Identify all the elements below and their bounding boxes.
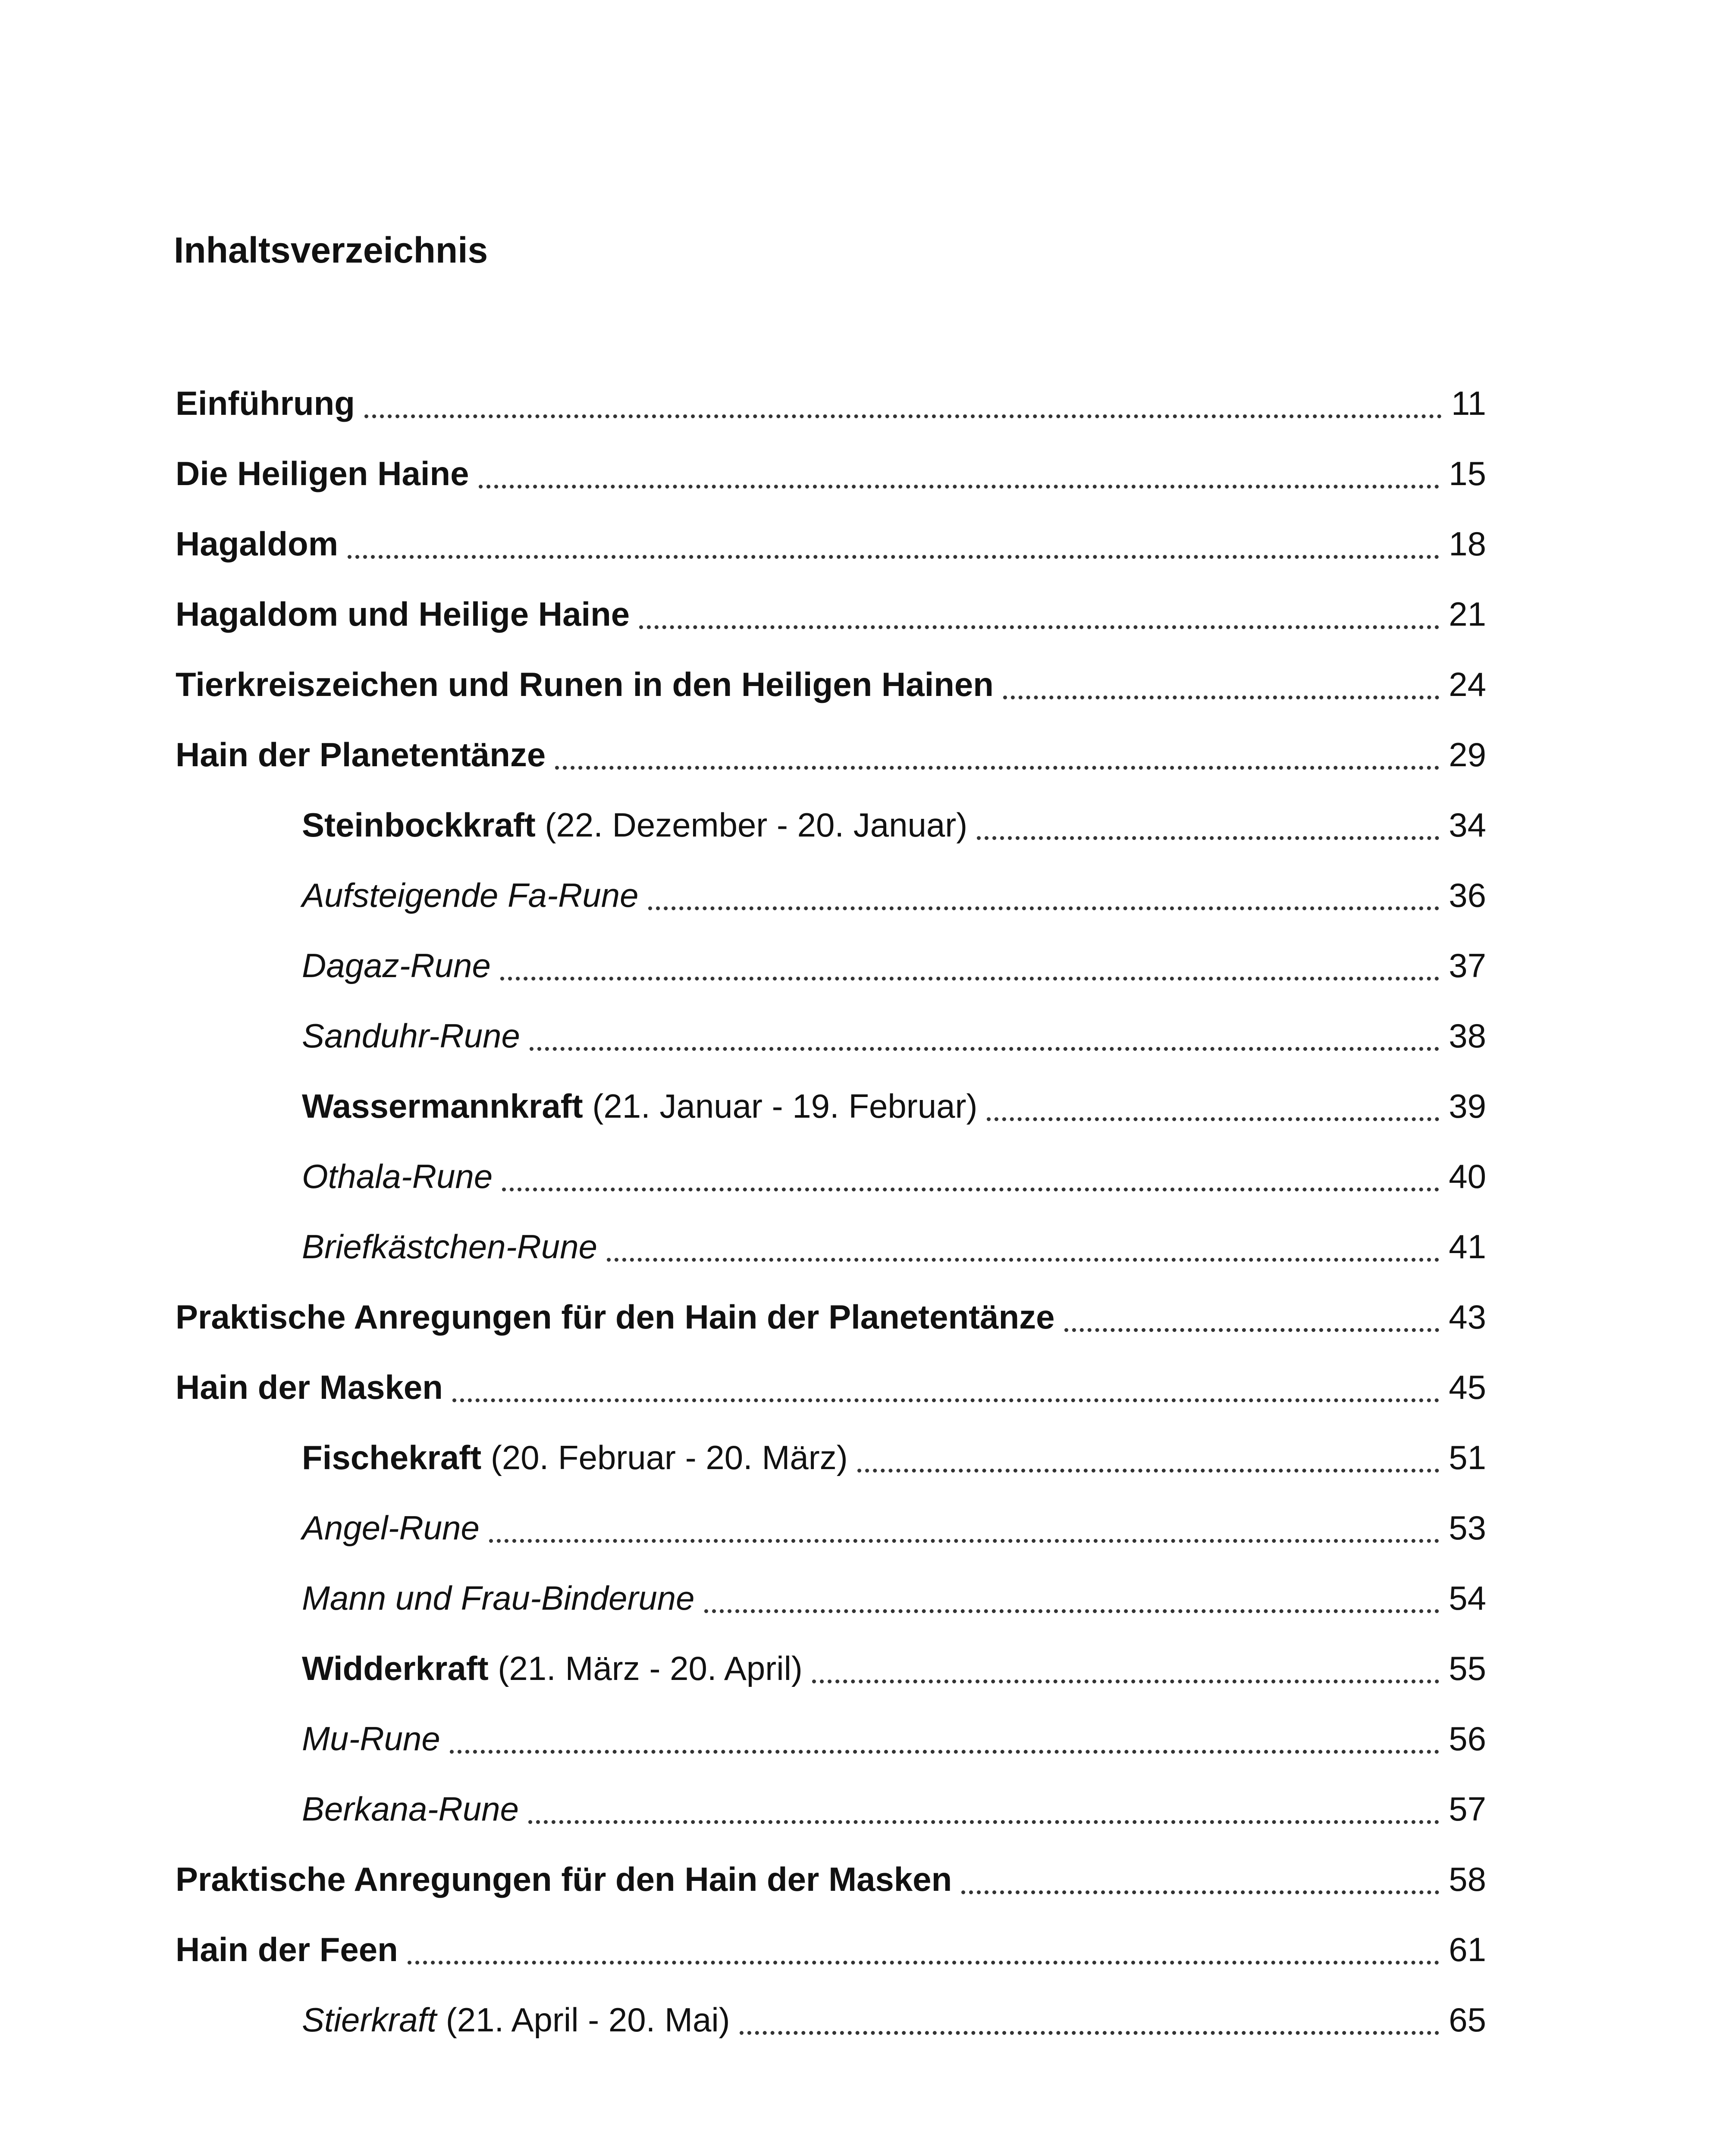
toc-page-number: 24 [1449, 665, 1486, 703]
toc-entry-title: Widderkraft (21. März - 20. April) [302, 1649, 803, 1687]
toc-subentry[interactable] [0, 1645, 1732, 1715]
toc-entry[interactable] [0, 661, 1732, 731]
toc-subentry[interactable] [0, 1996, 1732, 2066]
dot-leader [648, 906, 1440, 910]
toc-page-number: 56 [1449, 1720, 1486, 1758]
toc-page-number: 45 [1449, 1368, 1486, 1406]
dot-leader [364, 414, 1442, 418]
toc-entry-title: Othala-Rune [302, 1157, 493, 1195]
dot-leader [812, 1680, 1439, 1683]
toc-entry-title: Dagaz-Rune [302, 946, 491, 984]
toc-subentry[interactable] [0, 801, 1732, 871]
dot-leader [489, 1539, 1439, 1543]
toc-entry-title: Die Heiligen Haine [176, 454, 469, 492]
toc-entry-title: Praktische Anregungen für den Hain der Masken [176, 1860, 952, 1898]
toc-entry-title: Mann und Frau-Binderune [302, 1579, 695, 1617]
toc-subentry[interactable] [0, 942, 1732, 1012]
toc-subentry[interactable] [0, 1153, 1732, 1223]
dot-leader [987, 1117, 1439, 1121]
toc-page-number: 61 [1449, 1930, 1486, 1968]
toc-entry-date-range: (21. Januar - 19. Februar) [592, 1087, 978, 1125]
toc-page-number: 11 [1451, 384, 1486, 422]
toc-entry[interactable] [0, 731, 1732, 801]
toc-page-number: 65 [1449, 2001, 1486, 2039]
toc-entry-date-range: (21. März - 20. April) [498, 1649, 803, 1687]
dot-leader [450, 1750, 1439, 1754]
toc-page-number: 36 [1449, 876, 1486, 914]
toc-page-number: 43 [1449, 1298, 1486, 1336]
toc-list [0, 379, 1732, 2066]
dot-leader [977, 836, 1439, 840]
toc-entry-title: Wassermannkraft (21. Januar - 19. Februar) [302, 1087, 978, 1125]
dot-leader [500, 977, 1439, 981]
toc-entry-title: Briefkästchen-Rune [302, 1228, 598, 1266]
toc-entry-date-range: (20. Februar - 20. März) [490, 1438, 848, 1476]
toc-entry-title: Hain der Planetentänze [176, 736, 546, 774]
toc-entry[interactable] [0, 379, 1732, 450]
dot-leader [704, 1609, 1440, 1613]
toc-page-number: 18 [1449, 525, 1486, 563]
dot-leader [857, 1469, 1439, 1473]
toc-page-number: 57 [1449, 1790, 1486, 1828]
toc-entry[interactable] [0, 590, 1732, 661]
toc-page-number: 21 [1449, 595, 1486, 633]
toc-subentry[interactable] [0, 1715, 1732, 1785]
toc-entry-title: Berkana-Rune [302, 1790, 519, 1828]
dot-leader [1064, 1328, 1440, 1332]
dot-leader [961, 1890, 1439, 1894]
dot-leader [502, 1188, 1439, 1191]
dot-leader [479, 485, 1440, 489]
toc-entry-title: Hagaldom und Heilige Haine [176, 595, 630, 633]
dot-leader [452, 1398, 1439, 1402]
toc-subentry[interactable] [0, 1012, 1732, 1082]
toc-page-number: 34 [1449, 806, 1486, 844]
toc-entry-title: Aufsteigende Fa-Rune [302, 876, 639, 914]
toc-entry[interactable] [0, 1293, 1732, 1363]
dot-leader [348, 555, 1439, 559]
dot-leader [528, 1820, 1439, 1824]
toc-page-number: 37 [1449, 946, 1486, 984]
toc-entry[interactable] [0, 520, 1732, 590]
page-title: Inhaltsverzeichnis [174, 230, 488, 270]
toc-entry[interactable] [0, 1855, 1732, 1926]
toc-subentry[interactable] [0, 1223, 1732, 1293]
toc-subentry[interactable] [0, 871, 1732, 942]
toc-page-number: 51 [1449, 1438, 1486, 1476]
dot-leader [1003, 696, 1439, 699]
toc-entry-title: Einführung [176, 384, 355, 422]
toc-entry-title: Hagaldom [176, 525, 339, 563]
toc-subentry[interactable] [0, 1785, 1732, 1855]
toc-entry-title: Sanduhr-Rune [302, 1017, 520, 1055]
toc-entry-date-range: (22. Dezember - 20. Januar) [545, 806, 968, 844]
toc-entry-title: Mu-Rune [302, 1720, 440, 1758]
toc-subentry[interactable] [0, 1504, 1732, 1574]
toc-page-number: 38 [1449, 1017, 1486, 1055]
toc-subentry[interactable] [0, 1434, 1732, 1504]
toc-entry-title: Stierkraft (21. April - 20. Mai) [302, 2001, 730, 2039]
toc-entry-date-range: (21. April - 20. Mai) [446, 2001, 730, 2039]
toc-entry-title: Hain der Feen [176, 1930, 398, 1968]
toc-page-number: 54 [1449, 1579, 1486, 1617]
toc-page-number: 39 [1449, 1087, 1486, 1125]
toc-page-number: 15 [1449, 454, 1486, 492]
toc-entry[interactable] [0, 1363, 1732, 1434]
toc-subentry[interactable] [0, 1082, 1732, 1153]
toc-entry[interactable] [0, 450, 1732, 520]
dot-leader [639, 625, 1439, 629]
toc-entry-title: Fischekraft (20. Februar - 20. März) [302, 1438, 848, 1476]
toc-page-number: 53 [1449, 1509, 1486, 1547]
toc-page-number: 55 [1449, 1649, 1486, 1687]
toc-page-number: 29 [1449, 736, 1486, 774]
toc-entry-title: Tierkreiszeichen und Runen in den Heiligen Hainen [176, 665, 994, 703]
dot-leader [408, 1961, 1439, 1965]
toc-page-number: 58 [1449, 1860, 1486, 1898]
toc-entry[interactable] [0, 1926, 1732, 1996]
toc-page-number: 40 [1449, 1157, 1486, 1195]
toc-entry-title: Steinbockkraft (22. Dezember - 20. Januar) [302, 806, 968, 844]
dot-leader [530, 1047, 1439, 1051]
toc-page-number: 41 [1449, 1228, 1486, 1266]
toc-subentry[interactable] [0, 1574, 1732, 1645]
toc-entry-title: Angel-Rune [302, 1509, 480, 1547]
dot-leader [607, 1258, 1439, 1262]
toc-entry-title: Praktische Anregungen für den Hain der Planetentänze [176, 1298, 1055, 1336]
toc-entry-title: Hain der Masken [176, 1368, 443, 1406]
dot-leader [740, 2031, 1440, 2035]
dot-leader [555, 766, 1439, 770]
